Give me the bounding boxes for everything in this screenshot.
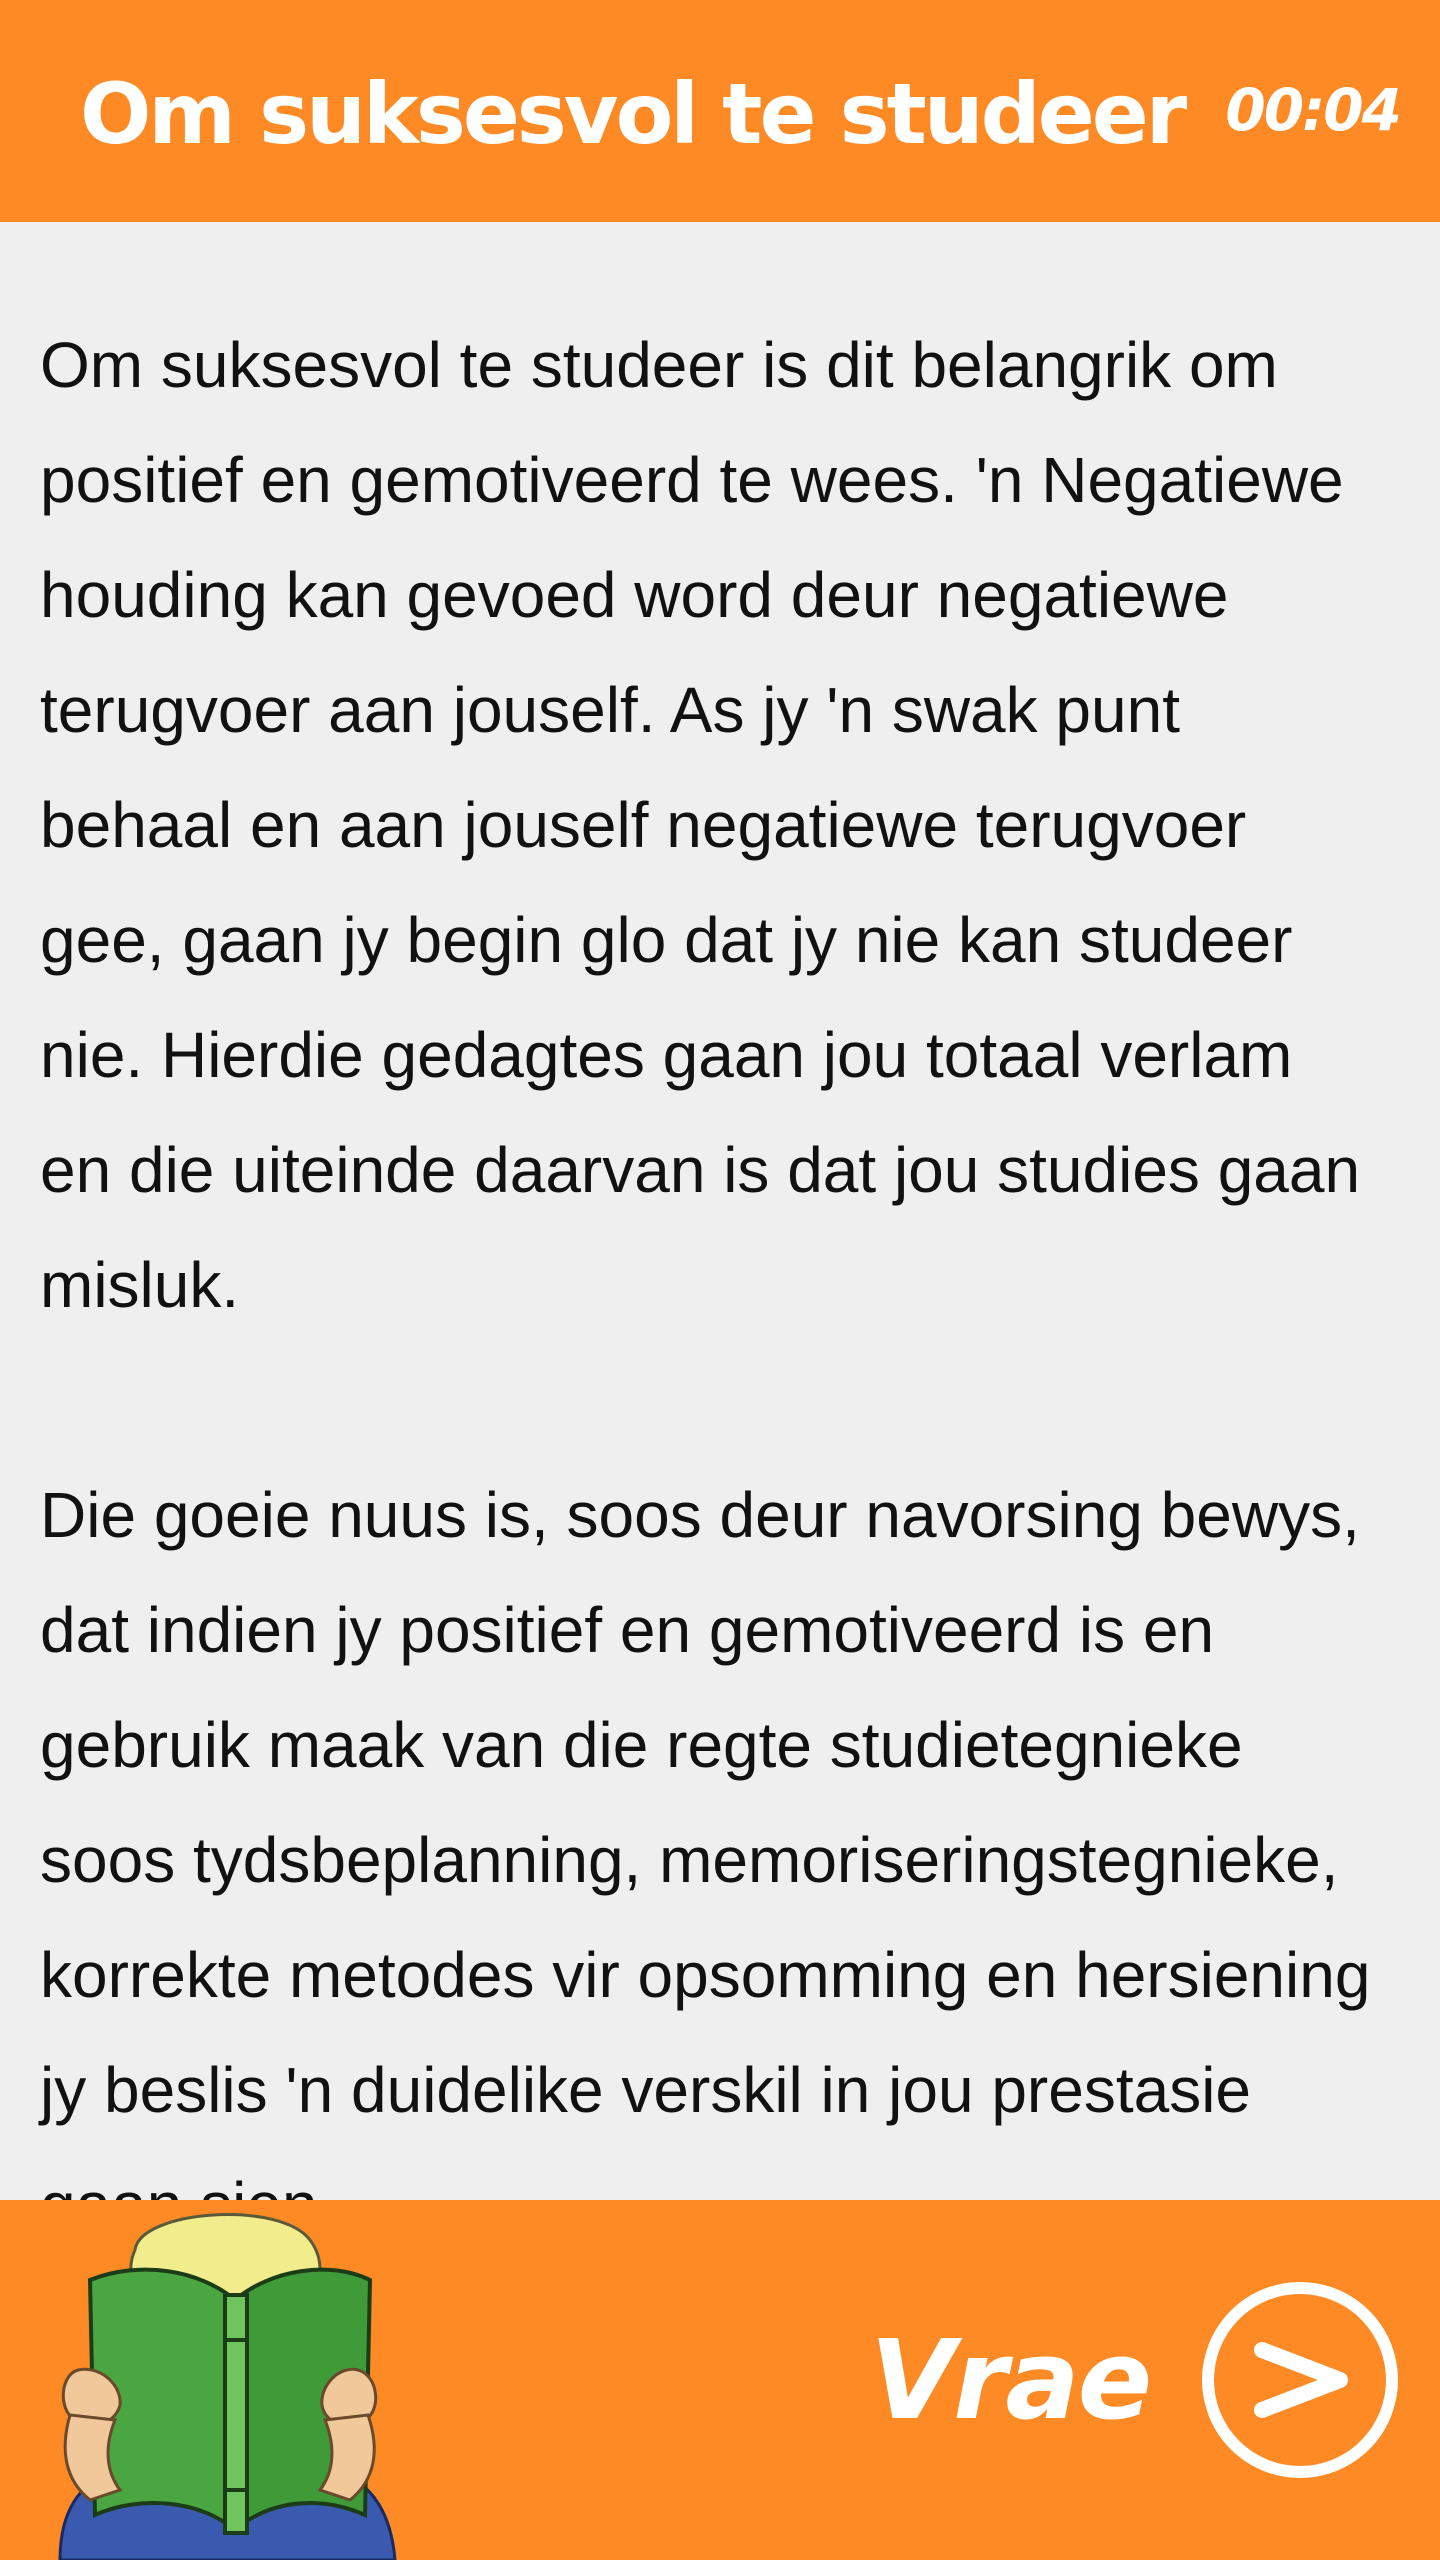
article-paragraph: Die goeie nuus is, soos deur navorsing bewys, dat indien jy positief en gemotiveerd is en gebruik maak van die regte studietegnieke soos tydsbeplanning, memoriseringstegnieke, korrekte metodes vir opsomming en hersiening jy beslis 'n duidelike verskil in jou prestasie [40,1479,1371,2126]
next-arrow-circle-icon[interactable] [1200,2280,1400,2480]
article-content[interactable] [0,222,1440,2200]
header-bar [0,0,1440,222]
next-label[interactable]: Vrae [870,2316,1151,2444]
timer: 00:04 [1225,76,1400,144]
page-title: Om suksesvol te studeer [80,65,1185,163]
book-spine [225,2295,247,2533]
article-paragraph: Om suksesvol te studeer is dit belangrik om positief en gemotiveerd te wees. 'n Negatiewe houding kan gevoed word deur negatiewe terugvoer aan jouself. As jy 'n swak punt behaal en aan jouself negatiewe terugvoer gee, gaan jy begin glo dat jy nie kan studeer nie. Hierdie gedagtes gaan jou totaal verlam en die uiteinde daarvan is dat jou studies gaan misluk. [40,329,1361,1321]
child-reading-book-illustration [20,2200,410,2560]
